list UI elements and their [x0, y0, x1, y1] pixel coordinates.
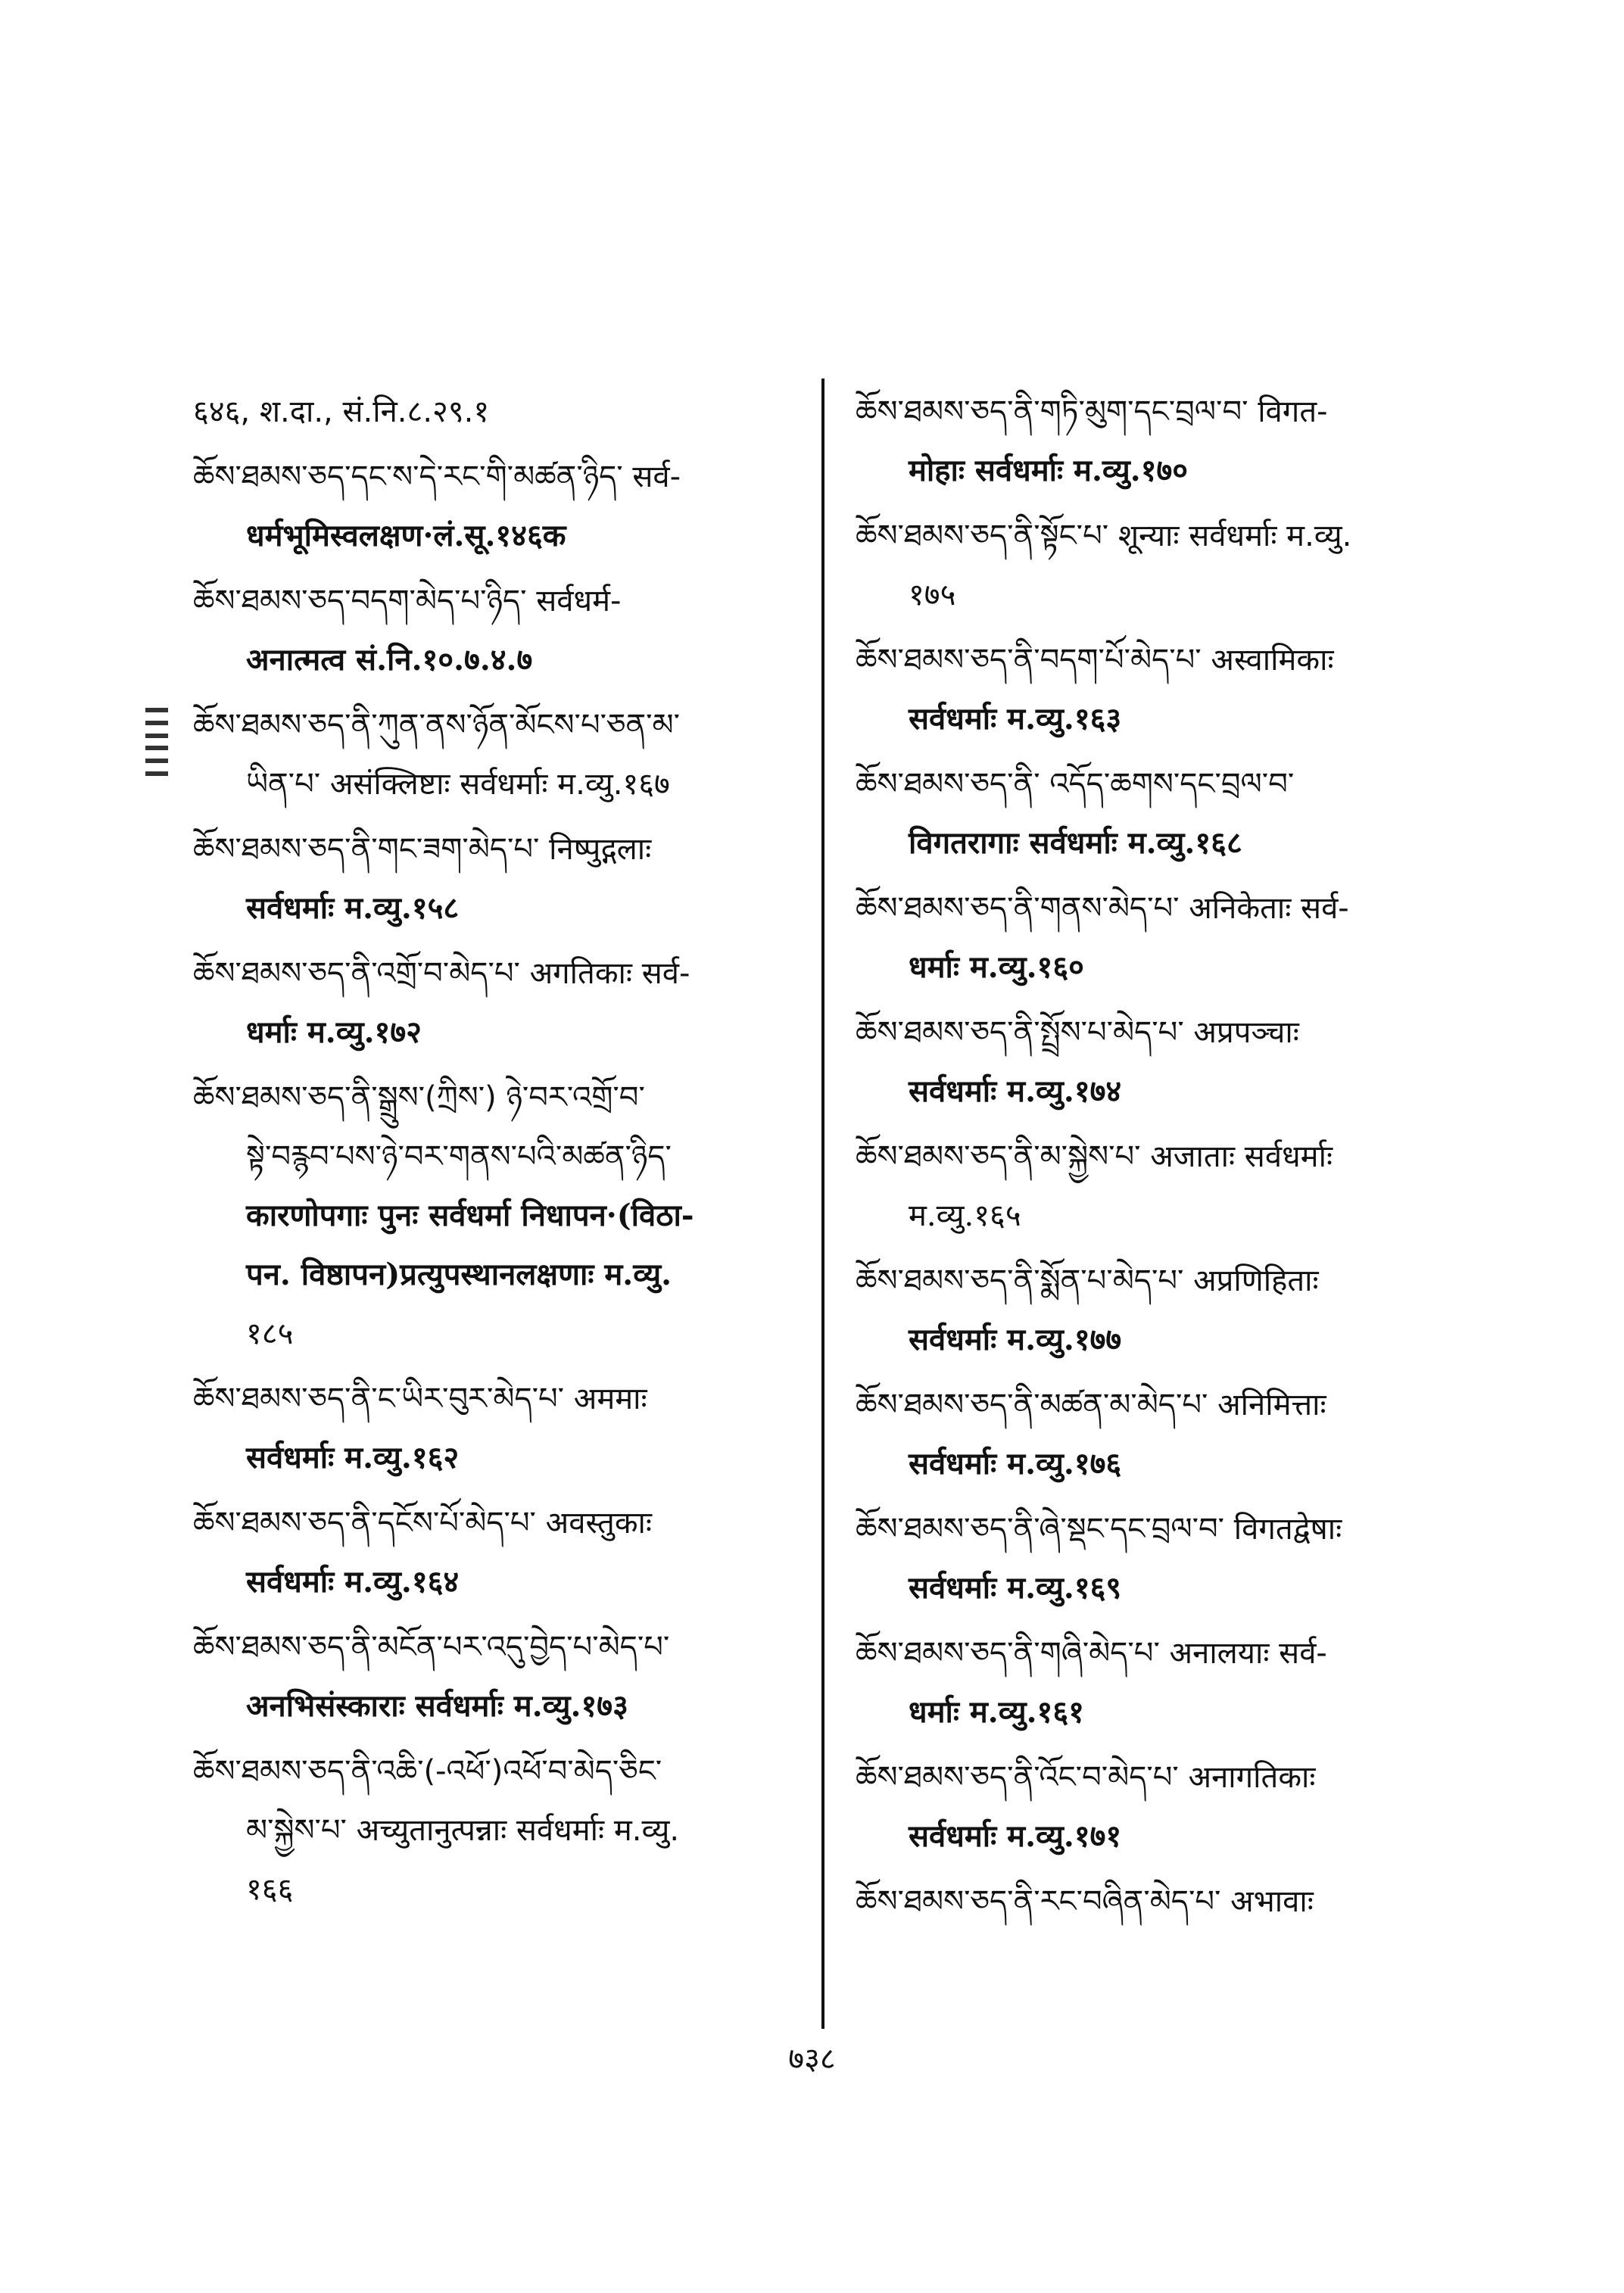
entry-headword-line: ཆོས་ཐམས་ཅད་ནི་རང་བཞིན་མེད་པ་ अभावाः — [856, 1884, 1314, 1919]
dictionary-entry — [193, 382, 844, 441]
entry-headword-line: ཆོས་ཐམས་ཅད་ནི་གང་ཟག་མེད་པ་ निष्पुद्गलाः — [193, 832, 652, 867]
entry-headword-line: ཆོས་ཐམས་ཅད་ནི་སྟོང་པ་ शून्याः सर्वधर्माः म.व्यु. — [856, 519, 1352, 553]
entry-continuation-line: सर्वधर्माः म.व्यु.१६२ — [246, 1440, 460, 1475]
entry-continuation-line: अनभिसंस्काराः सर्वधर्माः म.व्यु.१७३ — [246, 1688, 628, 1724]
entry-continuation-line: धर्मभूमिस्वलक्षण·लं.सू.१४६क — [246, 518, 566, 553]
margin-mark — [145, 708, 168, 776]
dictionary-entry — [856, 1127, 1507, 1245]
entry-headword-line: ཆོས་ཐམས་ཅད་ནི་འོང་བ་མེད་པ་ अनागतिकाः — [856, 1760, 1316, 1795]
entry-continuation-line: धर्माः म.व्यु.१७२ — [246, 1014, 422, 1050]
dictionary-entry — [856, 1003, 1507, 1121]
entry-headword-line: ཆོས་ཐམས་ཅད་ནི་ང་ཡིར་བུར་མེད་པ་ अममाः — [193, 1382, 647, 1416]
entry-headword-line: ཆོས་ཐམས་ཅད་ནི་གཞི་མེད་པ་ अनालयाः सर्व- — [856, 1636, 1327, 1671]
dictionary-entry — [193, 447, 844, 565]
dictionary-entry — [856, 1251, 1507, 1369]
entry-headword-line: ཆོས་ཐམས་ཅད་ནི་སྤྲོས་པ་མེད་པ་ अप्रपञ्चाः — [856, 1015, 1299, 1050]
entry-continuation-line: १६६ — [246, 1872, 294, 1907]
entry-continuation-line: सर्वधर्माः म.व्यु.१७६ — [909, 1446, 1122, 1481]
entry-continuation-line: मोहाः सर्वधर्माः म.व्यु.१७० — [909, 453, 1189, 488]
entry-continuation-line: पन. विष्ठापन)प्रत्युपस्थानलक्षणाः म.व्यु. — [246, 1257, 672, 1292]
dictionary-entry — [193, 1369, 844, 1488]
entry-headword-line: ཆོས་ཐམས་ཅད་དང་ས་དེ་རང་གི་མཚན་ཉིད་ सर्व- — [193, 460, 681, 494]
entry-headword-line: ཆོས་ཐམས་ཅད་ནི་མ་སྐྱེས་པ་ अजाताः सर्वधर्माः — [856, 1139, 1333, 1174]
dictionary-entry — [193, 944, 844, 1062]
entry-headword-line: ཆོས་ཐམས་ཅད་ནི་གནས་མེད་པ་ अनिकेताः सर्व- — [856, 891, 1349, 926]
dictionary-entry — [193, 1742, 844, 1919]
left-column — [193, 382, 844, 1925]
entry-continuation-line: सर्वधर्माः म.व्यु.१५८ — [246, 890, 460, 926]
entry-continuation-line: कारणोपगाः पुनः सर्वधर्मा निधापन·(विठा- — [246, 1198, 694, 1233]
entry-continuation-line: सर्वधर्माः म.व्यु.१७४ — [909, 1073, 1122, 1109]
entry-continuation-line: धर्माः म.व्यु.१६१ — [909, 1694, 1084, 1730]
dictionary-entry — [856, 631, 1507, 749]
entry-continuation-line: མ་སྐྱེས་པ་ अच्युतानुत्पन्नाः सर्वधर्माः म.व्यु. — [246, 1813, 680, 1848]
entry-continuation-line: म.व्यु.१६५ — [909, 1198, 1021, 1233]
entry-headword-line: ཆོས་ཐམས་ཅད་བདག་མེད་པ་ཉིད་ सर्वधर्म- — [193, 584, 622, 618]
entry-continuation-line: १७५ — [909, 578, 956, 612]
dictionary-entry — [856, 755, 1507, 873]
dictionary-entry — [856, 1375, 1507, 1494]
entry-continuation-line: सर्वधर्माः म.व्यु.१७७ — [909, 1322, 1122, 1357]
entry-continuation-line: सर्वधर्माः म.व्यु.१७१ — [909, 1818, 1122, 1854]
dictionary-entry — [856, 879, 1507, 997]
entry-continuation-line: सर्वधर्माः म.व्यु.१६३ — [909, 701, 1122, 737]
dictionary-entry — [856, 1624, 1507, 1742]
page-number: ७३८ — [788, 2042, 836, 2076]
entry-headword-line: ཆོས་ཐམས་ཅད་ནི་ འདོད་ཆགས་དང་བྲལ་བ་ — [856, 767, 1295, 802]
dictionary-entry — [193, 1068, 844, 1363]
entry-headword-line: ཆོས་ཐམས་ཅད་ནི་འགྲོ་བ་མེད་པ་ अगतिकाः सर्व- — [193, 956, 690, 991]
dictionary-entry — [856, 1500, 1507, 1618]
dictionary-entry — [856, 1872, 1507, 1931]
right-column — [856, 382, 1507, 1937]
dictionary-entry — [856, 506, 1507, 625]
entry-headword-line: ཆོས་ཐམས་ཅད་ནི་གཏི་མུག་དང་བྲལ་བ་ विगत- — [856, 394, 1328, 429]
entry-headword-line: ཆོས་ཐམས་ཅད་ནི་འཆི་(-འཕོ་)འཕོ་བ་མེད་ཅིང་ — [193, 1754, 662, 1789]
entry-line: ६४६, श.दा., सं.नि.८.२९.१ — [193, 394, 490, 429]
entry-headword-line: ཆོས་ཐམས་ཅད་ནི་བདག་པོ་མེད་པ་ अस्वामिकाः — [856, 643, 1334, 678]
entry-headword-line: ཆོས་ཐམས་ཅད་ནི་དངོས་པོ་མེད་པ་ अवस्तुकाः — [193, 1506, 652, 1541]
dictionary-entry — [856, 1748, 1507, 1866]
entry-continuation-line: अनात्मत्व सं.नि.१०.७.४.७ — [246, 642, 533, 678]
entry-continuation-line: सर्वधर्माः म.व्यु.१६४ — [246, 1564, 460, 1600]
entry-continuation-line: सर्वधर्माः म.व्यु.१६९ — [909, 1570, 1122, 1606]
dictionary-entry — [193, 820, 844, 938]
entry-headword-line: ཆོས་ཐམས་ཅད་ནི་མཚན་མ་མེད་པ་ अनिमित्ताः — [856, 1388, 1326, 1422]
entry-continuation-line: སྟེ་བརྙབ་པས་ཉེ་བར་གནས་པའི་མཚན་ཉིད་ — [246, 1139, 672, 1174]
entry-headword-line: ཆོས་ཐམས་ཅད་ནི་མངོན་པར་འདུ་བྱེད་པ་མེད་པ་ — [193, 1630, 670, 1665]
dictionary-entry — [193, 572, 844, 690]
entry-headword-line: ཆོས་ཐམས་ཅད་ནི་ཀུན་ནས་ཉོན་མོངས་པ་ཅན་མ་ — [193, 708, 680, 743]
entry-headword-line: ཆོས་ཐམས་ཅད་ནི་སྨོན་པ་མེད་པ་ अप्रणिहिताः — [856, 1263, 1319, 1298]
dictionary-entry — [193, 1618, 844, 1736]
entry-continuation-line: विगतरागाः सर्वधर्माः म.व्यु.१६८ — [909, 825, 1242, 861]
dictionary-entry — [856, 382, 1507, 500]
entry-headword-line: ཆོས་ཐམས་ཅད་ནི་སྒྲུས་(ཀྲིས་) ཉེ་བར་འགྲོ་བ་ — [193, 1080, 645, 1115]
entry-continuation-line: ཡིན་པ་ असंक्लिष्टाः सर्वधर्माः म.व्यु.१६७ — [246, 767, 670, 802]
entry-headword-line: ཆོས་ཐམས་ཅད་ནི་ཞེ་སྡང་དང་བྲལ་བ་ विगतद्वेषाः — [856, 1512, 1342, 1547]
entry-continuation-line: १८५ — [246, 1316, 294, 1351]
dictionary-entry — [193, 1494, 844, 1612]
dictionary-entry — [193, 696, 844, 814]
entry-continuation-line: धर्माः म.व्यु.१६० — [909, 949, 1084, 985]
